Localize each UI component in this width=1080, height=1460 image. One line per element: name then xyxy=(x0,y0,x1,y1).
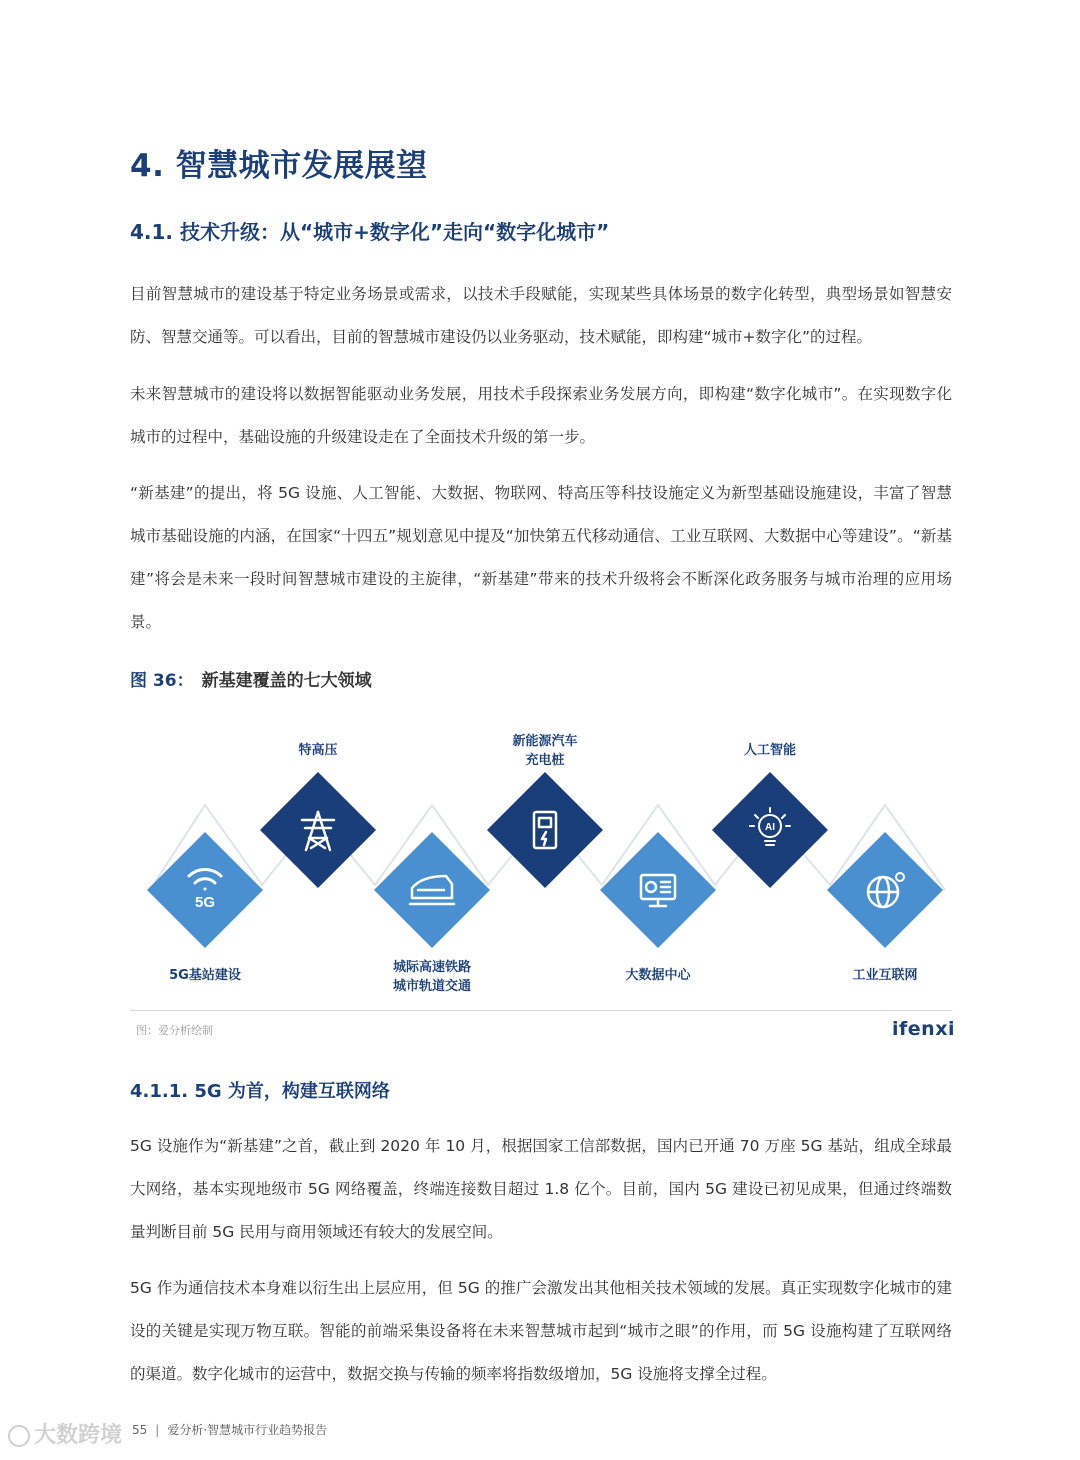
label-ai: 人工智能 xyxy=(743,743,796,758)
subsection-title: 4.1.1. 5G 为首，构建互联网络 xyxy=(130,1081,390,1102)
footer-separator: | xyxy=(155,1423,160,1437)
footer-title: 爱分析·智慧城市行业趋势报告 xyxy=(167,1423,328,1437)
diamond-ai xyxy=(712,772,828,888)
figure-caption xyxy=(130,666,372,691)
5g-icon-text: 5G xyxy=(194,894,216,911)
diamond-rail xyxy=(374,832,490,948)
watermark xyxy=(8,1418,122,1449)
ai-icon-text: AI xyxy=(765,822,775,833)
label-rail: 城际高速铁路 城市轨道交通 xyxy=(392,960,471,994)
paragraph-1: 目前智慧城市的建设基于特定业务场景或需求，以技术手段赋能，实现某些具体场景的数字化转型，典型场景如智慧安防、智慧交通等。可以看出，目前的智慧城市建设仍以业务驱动，技术赋能，即构建“城市+数字化”的过程。 xyxy=(130,285,952,346)
page-footer xyxy=(132,1421,327,1438)
label-industrial-internet: 工业互联网 xyxy=(852,968,918,983)
watermark-icon xyxy=(8,1425,30,1447)
page-number: 55 xyxy=(132,1423,148,1437)
watermark-text: 大数跨境 xyxy=(34,1423,123,1448)
label-ev-charging: 新能源汽车 充电桩 xyxy=(512,734,578,768)
figure-source: 图：爱分析绘制 xyxy=(136,1024,213,1037)
seven-domains-figure xyxy=(130,720,952,1010)
chapter-title: 4. 智慧城市发展展望 xyxy=(130,148,428,184)
diamond-ev xyxy=(487,772,603,888)
diamond-industrial-internet xyxy=(827,832,943,948)
diamond-5g xyxy=(147,832,263,948)
paragraph-5: 5G 作为通信技术本身难以衍生出上层应用，但 5G 的推广会激发出其他相关技术领域的发展。真正实现数字化城市的建设的关键是实现万物互联。智能的前端采集设备将在未来智慧城市起到“城市之眼”的作用，而 5G 设施构建了互联网络的渠道。数字化城市的运营中，数据交换与传输的频率将指数级增加，5G 设施将支撑全过程。 xyxy=(130,1279,952,1383)
label-5g: 5G基站建设 xyxy=(169,968,241,983)
diamond-data-center xyxy=(600,832,716,948)
label-data-center: 大数据中心 xyxy=(625,968,691,983)
figure-title: 新基建覆盖的七大领域 xyxy=(201,671,372,691)
figure-divider xyxy=(130,1010,952,1011)
paragraph-4: 5G 设施作为“新基建”之首，截止到 2020 年 10 月，根据国家工信部数据，国内已开通 70 万座 5G 基站，组成全球最大网络，基本实现地级市 5G 网络覆盖，终端连接数目超过 1.8 亿个。目前，国内 5G 建设已初见成果，但通过终端数量判断目前 5G 民用与商用领域还有较大的发展空间。 xyxy=(130,1137,952,1241)
label-uhv: 特高压 xyxy=(298,743,338,758)
diamond-uhv xyxy=(260,772,376,888)
figure-number: 图 36： xyxy=(130,671,194,691)
section-title: 4.1. 技术升级：从“城市+数字化”走向“数字化城市” xyxy=(130,220,610,244)
paragraph-2: 未来智慧城市的建设将以数据智能驱动业务发展，用技术手段探索业务发展方向，即构建“数字化城市”。在实现数字化城市的过程中，基础设施的升级建设走在了全面技术升级的第一步。 xyxy=(130,385,952,446)
paragraph-3: “新基建”的提出，将 5G 设施、人工智能、大数据、物联网、特高压等科技设施定义为新型基础设施建设，丰富了智慧城市基础设施的内涵，在国家“十四五”规划意见中提及“加快第五代移动通信、工业互联网、大数据中心等建设”。“新基建”将会是未来一段时间智慧城市建设的主旋律，“新基建”带来的技术升级将会不断深化政务服务与城市治理的应用场景。 xyxy=(130,484,952,631)
ifenxi-logo: ifenxi xyxy=(892,1018,955,1040)
